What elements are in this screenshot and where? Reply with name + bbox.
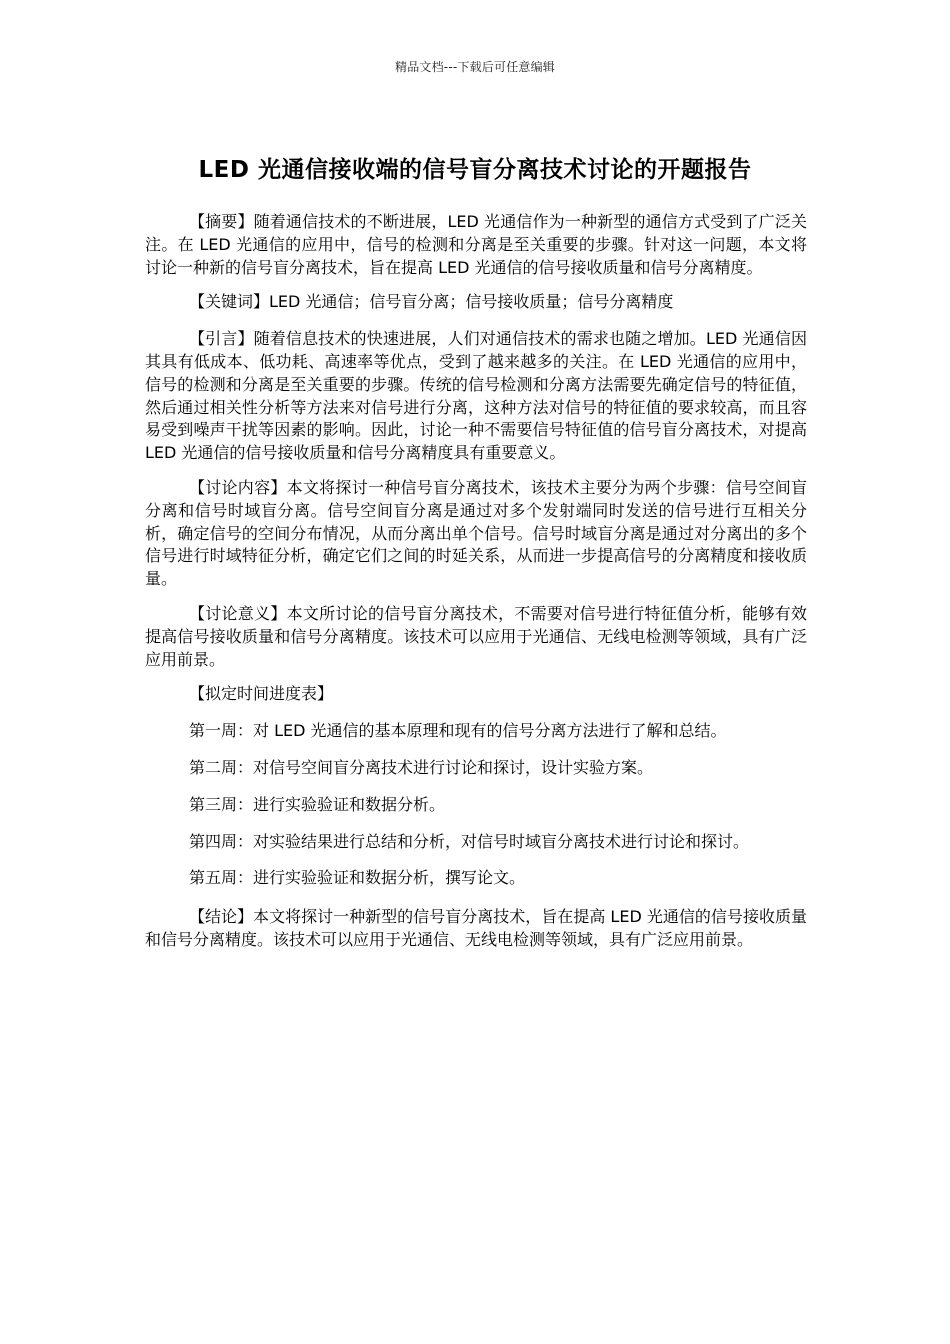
document-body [145,211,807,964]
page-header-note: 精品文档---下载后可任意编辑 [395,60,555,74]
research-content-paragraph: 【讨论内容】本文将探讨一种信号盲分离技术，该技术主要分为两个步骤：信号空间盲分离和信号时域盲分离。信号空间盲分离是通过对多个发射端同时发送的信号进行互相关分析，确定信号的空间分布情况，从而分离出单个信号。信号时域盲分离是通过对分离出的多个信号进行时域特征分析，确定它们之间的时延关系，从而进一步提高信号的分离精度和接收质量。 [145,477,807,589]
schedule-heading: 【拟定时间进度表】 [189,684,334,704]
schedule-item: 第五周：进行实验验证和数据分析，撰写论文。 [189,868,526,888]
conclusion-paragraph: 【结论】本文将探讨一种新型的信号盲分离技术，旨在提高 LED 光通信的信号接收质量和信号分离精度。该技术可以应用于光通信、无线电检测等领域，具有广泛应用前景。 [145,907,807,949]
abstract-paragraph: 【摘要】随着通信技术的不断进展，LED 光通信作为一种新型的通信方式受到了广泛关注。在 LED 光通信的应用中，信号的检测和分离是至关重要的步骤。针对这一问题，本文将讨论一种新的信号盲分离技术，旨在提高 LED 光通信的信号接收质量和信号分离精度。 [145,212,807,277]
schedule-item: 第四周：对实验结果进行总结和分析，对信号时域盲分离技术进行讨论和探讨。 [189,831,750,851]
schedule-item: 第三周：进行实验验证和数据分析。 [189,794,446,814]
document-title: LED 光通信接收端的信号盲分离技术讨论的开题报告 [198,157,752,184]
keywords-paragraph: 【关键词】LED 光通信；信号盲分离；信号接收质量；信号分离精度 [189,292,674,312]
schedule-item: 第一周：对 LED 光通信的基本原理和现有的信号分离方法进行了解和总结。 [189,721,727,741]
introduction-paragraph: 【引言】随着信息技术的快速进展，人们对通信技术的需求也随之增加。LED 光通信因其具有低成本、低功耗、高速率等优点，受到了越来越多的关注。在 LED 光通信的应用中，信号的检测和分离是至关重要的步骤。传统的信号检测和分离方法需要先确定信号的特征值，然后通过相关性分析等方法来对信号进行分离，这种方法对信号的特征值的要求较高，而且容易受到噪声干扰等因素的影响。因此，讨论一种不需要信号特征值的信号盲分离技术，对提高 LED 光通信的信号接收质量和信号分离精度具有重要意义。 [145,329,807,463]
research-significance-paragraph: 【讨论意义】本文所讨论的信号盲分离技术，不需要对信号进行特征值分析，能够有效提高信号接收质量和信号分离精度。该技术可以应用于光通信、无线电检测等领域，具有广泛应用前景。 [145,603,807,669]
schedule-item: 第二周：对信号空间盲分离技术进行讨论和探讨，设计实验方案。 [189,757,654,777]
